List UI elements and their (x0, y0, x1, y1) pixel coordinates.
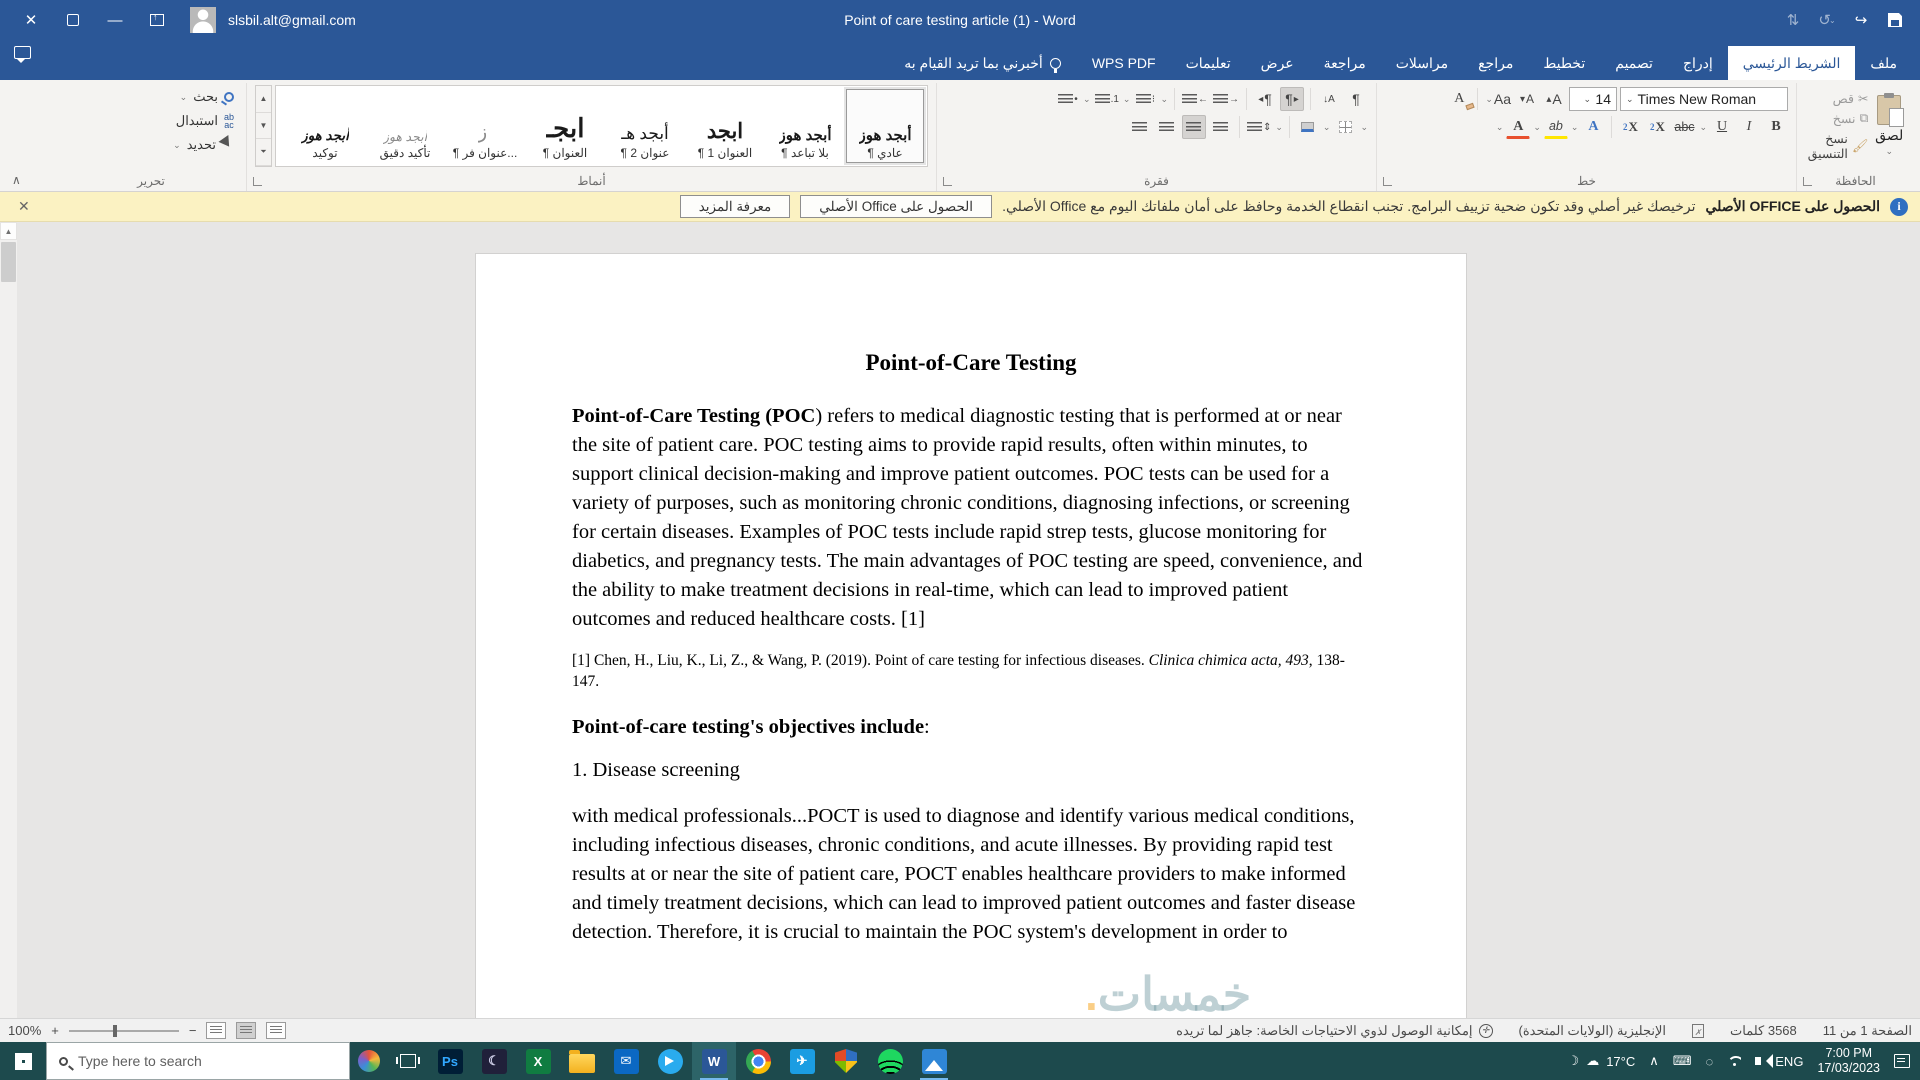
start-button[interactable] (0, 1042, 46, 1080)
taskbar (0, 1042, 1920, 1080)
accessibility-text: إمكانية الوصول لذوي الاحتياجات الخاصة: جاهز لما تريده (1176, 1022, 1473, 1038)
format-painter-icon: 🖌 (1851, 138, 1869, 153)
taskbar-search-box[interactable] (46, 1042, 350, 1080)
shading-button[interactable] (1296, 115, 1320, 139)
account-email[interactable]: slsbil.alt@gmail.com (228, 12, 356, 28)
mail-icon: ✉ (614, 1049, 639, 1074)
undo-icon: ↺ (1818, 12, 1831, 29)
document-page[interactable] (475, 253, 1467, 1018)
style-no-spacing[interactable] (766, 89, 844, 163)
notice-close-button[interactable]: ✕ (18, 198, 30, 214)
cortana-icon (358, 1050, 380, 1072)
highlight-dropdown-icon[interactable]: ⌄ (1533, 121, 1541, 132)
justify-icon (1213, 122, 1228, 133)
underline-button[interactable]: U (1716, 119, 1728, 134)
find-dropdown-icon: ⌄ (179, 91, 188, 102)
underline-dropdown-icon[interactable]: ⌄ (1699, 121, 1707, 132)
style-label: توكيد (312, 146, 338, 160)
style-preview: أبجد هـ (621, 124, 669, 143)
ltr-direction-button[interactable] (1253, 87, 1277, 111)
tab-layout[interactable]: تخطيط (1543, 55, 1586, 71)
telegram-plane (665, 1056, 679, 1066)
undo-button[interactable] (1812, 0, 1842, 40)
task-view-icon (400, 1054, 416, 1068)
zoom-out-button[interactable]: − (188, 1023, 197, 1038)
bullets-lines (1058, 94, 1073, 105)
align-center-icon (1159, 122, 1174, 133)
zoom-slider-thumb[interactable] (113, 1025, 117, 1037)
indent-in-arrow: → (1229, 93, 1239, 105)
web-layout-icon (210, 1026, 222, 1035)
taskbar-app-word[interactable] (692, 1042, 736, 1080)
tray-app-icon[interactable]: ◌ (1705, 1053, 1714, 1069)
proofing-icon: ✗ (1692, 1024, 1704, 1038)
taskbar-app-excel[interactable] (516, 1042, 560, 1080)
moon-icon: ☽ (1567, 1053, 1580, 1068)
tell-me-box[interactable] (888, 46, 1077, 80)
styles-gallery-scroll (255, 85, 272, 167)
window-controls (0, 0, 356, 40)
lightbulb-icon (1050, 58, 1061, 69)
tab-file[interactable]: ملف (1870, 55, 1897, 71)
scissors-icon: ✂ (1857, 92, 1869, 106)
paste-button[interactable] (1872, 85, 1906, 167)
font-color-button[interactable]: A (1506, 115, 1530, 139)
paste-icon (1877, 95, 1901, 125)
style-preview: أبجد هوز (778, 127, 832, 144)
taskbar-app-mail[interactable] (604, 1042, 648, 1080)
paste-label: لصق (1875, 127, 1904, 143)
font-group-label: خط (1577, 174, 1596, 188)
grow-arrow: ▴ (1546, 93, 1552, 105)
borders-icon (1339, 121, 1352, 133)
styles-group (246, 83, 936, 191)
notice-title: الحصول على OFFICE الأصلي (1705, 198, 1880, 214)
tab-mailings[interactable]: مراسلات (1395, 55, 1449, 71)
bullets-button[interactable]: • (1056, 87, 1080, 111)
line-spacing-button[interactable] (1246, 115, 1272, 139)
bullets-dropdown-icon[interactable]: ⌄ (1083, 93, 1091, 104)
style-preview: ُ ز (478, 122, 492, 143)
superscript-button[interactable] (1618, 115, 1642, 139)
align-right-button[interactable] (1128, 115, 1152, 139)
bold-button[interactable]: B (1771, 119, 1781, 134)
numbering-button[interactable]: 1. (1094, 87, 1120, 111)
document-canvas (0, 222, 1920, 1018)
collapse-ribbon-button[interactable]: ∧ (12, 173, 21, 187)
shrink-font-button[interactable] (1515, 87, 1539, 111)
qat-customize-button[interactable]: ⇅ (1786, 12, 1800, 29)
tab-home[interactable]: الشريط الرئيسي (1728, 46, 1856, 80)
styles-gallery-more[interactable]: ⏷ (256, 139, 271, 166)
rtl-pilcrow: ¶ (1285, 91, 1293, 107)
watermark-accent-dot: . (1085, 968, 1098, 1018)
multilevel-dropdown-icon[interactable]: ⌄ (1160, 93, 1168, 104)
style-preview: أبجد هوز (382, 130, 428, 144)
rtl-direction-button[interactable] (1280, 87, 1304, 111)
scrollbar-thumb[interactable] (1, 242, 16, 282)
ribbon-tabs (0, 40, 1920, 80)
style-label: ¶ عنوان 2 (620, 146, 670, 160)
taskbar-app-blue[interactable] (780, 1042, 824, 1080)
style-preview: أبجد هوز (301, 128, 349, 143)
cut-label: قص (1832, 92, 1854, 106)
redo-button[interactable]: ↪ (1854, 12, 1868, 29)
font-family-value: Times New Roman (1637, 91, 1757, 107)
doc-h2-colon: : (924, 716, 930, 738)
ribbon (0, 80, 1920, 192)
accessibility-icon: ✛ (1479, 1024, 1493, 1038)
speaker-icon[interactable] (1755, 1057, 1761, 1065)
quick-access-toolbar (1778, 0, 1920, 40)
clear-formatting-icon: A (1454, 91, 1465, 106)
show-marks-button[interactable]: ¶ (1352, 91, 1360, 107)
change-case-button[interactable] (1484, 87, 1512, 111)
search-icon (59, 1057, 68, 1066)
borders-dropdown-icon[interactable]: ⌄ (1360, 121, 1368, 132)
change-case-icon: Aa (1493, 91, 1511, 107)
font-group (1376, 83, 1796, 191)
cloud-icon: ☁ (1586, 1053, 1600, 1068)
taskbar-app-defender[interactable] (824, 1042, 868, 1080)
clear-formatting-button[interactable] (1447, 87, 1471, 111)
accessibility-status[interactable] (1176, 1023, 1492, 1039)
date: 17/03/2023 (1817, 1061, 1880, 1075)
app-icon: ✈ (790, 1049, 815, 1074)
multilevel-list-button[interactable]: ⁝ (1133, 87, 1157, 111)
office-notice-bar (0, 192, 1920, 222)
clipboard-group-label: الحافظة (1835, 174, 1876, 188)
doc-list-item-1: 1. Disease screening (572, 759, 740, 781)
language-indicator[interactable]: الإنجليزية (الولايات المتحدة) (1518, 1022, 1667, 1038)
taskbar-app-photoshop[interactable] (428, 1042, 472, 1080)
web-layout-view-button[interactable] (206, 1022, 226, 1039)
vertical-scrollbar[interactable] (0, 222, 17, 1018)
chrome-icon (746, 1049, 771, 1074)
style-label: ¶ عادي (867, 146, 903, 160)
taskbar-app-file-explorer[interactable] (560, 1042, 604, 1080)
app-icon: ☾ (482, 1049, 507, 1074)
font-size-select[interactable] (1569, 87, 1617, 111)
grow-font-button[interactable] (1542, 87, 1566, 111)
tab-wps-pdf[interactable]: WPS PDF (1091, 55, 1156, 71)
style-normal[interactable] (846, 89, 924, 163)
ltr-arrow: ◂ (1258, 93, 1264, 105)
style-heading2[interactable] (606, 89, 684, 163)
doc-reference (572, 650, 1370, 692)
font-dialog-launcher[interactable] (1383, 177, 1392, 186)
ribbon-display-icon (150, 14, 164, 26)
shrink-font-icon: A (1526, 92, 1535, 106)
close-button[interactable]: ✕ (24, 12, 38, 29)
taskbar-app-chrome[interactable] (736, 1042, 780, 1080)
rtl-arrow: ▸ (1293, 93, 1299, 105)
strikethrough-button[interactable]: abc (1674, 120, 1695, 134)
doc-h2-text: Point-of-care testing's objectives include (572, 716, 925, 738)
doc-heading-2 (572, 716, 1370, 739)
minimize-button[interactable]: — (107, 11, 123, 29)
subscript-button[interactable] (1645, 115, 1669, 139)
taskbar-app-telegram[interactable] (648, 1042, 692, 1080)
print-layout-icon (240, 1026, 252, 1035)
style-label: تأكيد دقيق (379, 146, 431, 160)
style-label: ¶ بلا تباعد (781, 146, 829, 160)
spacing-arrows: ⇕ (1262, 121, 1272, 133)
font-color-dropdown-icon[interactable]: ⌄ (1495, 121, 1504, 132)
search-icon (224, 92, 234, 102)
indent-out-arrow: ← (1198, 93, 1208, 105)
copy-icon: ⧉ (1859, 111, 1869, 125)
highlight-color-button[interactable]: ab (1544, 115, 1568, 139)
folder-icon (569, 1054, 595, 1073)
copy-button[interactable] (1805, 111, 1868, 126)
align-right-icon (1132, 122, 1147, 133)
editing-group-label: تحرير (137, 174, 165, 188)
taskbar-app-dark[interactable] (472, 1042, 516, 1080)
hidden-icons-button[interactable]: ∧ (1649, 1053, 1659, 1068)
copy-label: نسخ (1832, 112, 1856, 126)
task-view-button[interactable] (388, 1042, 428, 1080)
page-indicator[interactable]: الصفحة 1 من 11 (1822, 1022, 1912, 1038)
khamsat-watermark (1085, 967, 1251, 1018)
styles-scroll-up[interactable]: ▲ (256, 86, 271, 113)
doc-p1-rest: ) refers to medical diagnostic testing that is performed at or near the site of patient care. POC testing aims to provide rapid results, often within minutes, to support clinical decision-making and improve patient outcomes. POC tests can be used for a variety of purposes, such as monitoring chronic conditions, diagnosing infections, or screening for certain diseases. Examples of POC tests include rapid strep tests, glucose monitoring for diabetics, and pregnancy tests. The main advantages of POC testing are speed, convenience, and the ability to make treatment decisions in real-time, which can lead to improved patient outcomes and reduced healthcare costs. [1] (572, 405, 1363, 630)
borders-button[interactable] (1333, 115, 1357, 139)
save-icon (1888, 13, 1902, 27)
grow-font-icon: A (1552, 91, 1562, 107)
read-mode-icon (270, 1026, 282, 1035)
doc-title: Point-of-Care Testing (865, 350, 1077, 375)
paragraph-group-label: فقرة (1144, 174, 1169, 188)
tell-me-label: أخبرني بما تريد القيام به (904, 54, 1043, 71)
clipboard-group (1796, 83, 1914, 191)
notice-message: ترخيصك غير أصلي وقد تكون ضحية تزييف البرامج. تجنب انقطاع الخدمة وحافظ على أمان ملفاتك اليوم مع Office الأصلي. (1002, 198, 1696, 214)
paragraph-group (936, 83, 1376, 191)
doc-ref-pre: [1] Chen, H., Liu, K., Li, Z., & Wang, P. (2019). Point of care testing for infectious diseases. (572, 652, 1149, 669)
style-emphasis[interactable] (286, 89, 364, 163)
doc-p1-bold: Point-of-Care Testing (POC (572, 405, 816, 427)
subscript-2: 2 (1650, 122, 1655, 132)
doc-ref-journal: Clinica chimica acta, 493 (1148, 652, 1309, 669)
proofing-status[interactable] (1692, 1024, 1704, 1038)
system-tray (1558, 1042, 1920, 1080)
input-language[interactable]: ENG (1775, 1053, 1804, 1069)
align-center-button[interactable] (1155, 115, 1179, 139)
taskbar-app-photos[interactable] (912, 1042, 956, 1080)
spotify-icon (878, 1049, 903, 1074)
zoom-slider[interactable] (69, 1030, 179, 1032)
tab-insert[interactable]: إدراج (1682, 55, 1713, 71)
style-label: ¶ العنوان 1 (697, 146, 753, 160)
spacing-lines (1247, 122, 1262, 133)
shading-icon (1301, 122, 1314, 132)
tab-review[interactable]: مراجعة (1323, 55, 1366, 71)
text-effects-dropdown-icon[interactable]: ⌄ (1570, 121, 1579, 132)
restore-button[interactable] (56, 0, 90, 40)
line-spacing-dropdown-icon[interactable]: ⌄ (1275, 121, 1283, 132)
weather-widget[interactable] (1568, 1053, 1636, 1069)
format-painter-button[interactable] (1805, 131, 1868, 161)
shading-dropdown-icon[interactable]: ⌄ (1322, 121, 1331, 132)
tab-view[interactable]: عرض (1260, 55, 1294, 71)
comments-icon[interactable] (14, 46, 31, 59)
style-preview: ابجد (706, 119, 744, 143)
font-family-dropdown-icon: ⌄ (1626, 93, 1634, 104)
clipboard-dialog-launcher[interactable] (1803, 177, 1812, 186)
titlebar (0, 0, 1920, 40)
shield-icon (835, 1049, 857, 1073)
style-preview: ابجـ (545, 114, 585, 143)
numbering-lines (1095, 94, 1110, 105)
account-avatar[interactable] (190, 7, 216, 33)
doc-paragraph-1 (572, 402, 1370, 634)
styles-scroll-down[interactable]: ▼ (256, 113, 271, 140)
tab-help[interactable]: تعليمات (1185, 55, 1231, 71)
style-preview: أبجد هوز (858, 127, 912, 144)
select-button[interactable] (64, 133, 238, 157)
wifi-icon[interactable] (1727, 1056, 1741, 1066)
indent-out-lines (1182, 94, 1197, 105)
print-layout-view-button[interactable] (236, 1022, 256, 1039)
learn-more-button[interactable]: معرفة المزيد (680, 195, 791, 218)
style-heading1[interactable] (686, 89, 764, 163)
windows-logo-icon (15, 1053, 32, 1070)
paste-dropdown-icon: ⌄ (1885, 146, 1893, 156)
action-center-icon[interactable] (1894, 1054, 1910, 1068)
subscript-x: X (1655, 119, 1665, 134)
status-bar (0, 1018, 1920, 1042)
undo-dropdown-icon: ⌄ (1828, 15, 1836, 25)
editing-group (56, 83, 246, 191)
superscript-2: 2 (1623, 122, 1628, 132)
paragraph-dialog-launcher[interactable] (943, 177, 952, 186)
numbering-dropdown-icon[interactable]: ⌄ (1122, 93, 1131, 104)
justify-button[interactable] (1209, 115, 1233, 139)
cut-button[interactable] (1805, 91, 1868, 106)
word-icon: W (702, 1049, 727, 1074)
change-case-dropdown-icon: ⌄ (1485, 93, 1493, 104)
tab-design[interactable]: تصميم (1615, 55, 1653, 71)
get-office-button[interactable]: الحصول على Office الأصلي (800, 195, 992, 218)
restore-icon (67, 14, 79, 26)
scroll-up-arrow[interactable]: ▲ (0, 222, 17, 240)
eraser-icon (1466, 103, 1475, 110)
cortana-button[interactable] (350, 1042, 388, 1080)
window-title: Point of care testing article (1) - Word (844, 12, 1076, 28)
photoshop-icon: Ps (438, 1049, 463, 1074)
increase-indent-button[interactable] (1212, 87, 1240, 111)
superscript-x: X (1628, 119, 1638, 134)
temperature: 17°C (1606, 1053, 1636, 1069)
sort-button[interactable]: A↓ (1323, 93, 1335, 105)
format-painter-label: نسخ التنسيق (1807, 132, 1848, 161)
select-dropdown-icon: ⌄ (173, 139, 181, 150)
replace-label: استبدال (175, 113, 218, 128)
cursor-icon (218, 135, 237, 155)
align-left-icon (1186, 122, 1201, 133)
zoom-in-button[interactable]: + (51, 1023, 59, 1038)
search-placeholder: Type here to search (78, 1053, 202, 1069)
photos-icon (922, 1049, 947, 1074)
doc-ref-post: , 138-147. (572, 652, 1345, 690)
select-label: تحديد (186, 137, 216, 152)
excel-icon: X (526, 1049, 551, 1074)
time: 7:00 PM (1825, 1046, 1872, 1060)
style-subtle-emphasis[interactable] (366, 89, 444, 163)
find-button[interactable] (64, 85, 238, 109)
multilevel-lines (1136, 94, 1151, 105)
styles-group-label: أنماط (577, 174, 606, 188)
font-size-value: 14 (1595, 91, 1611, 107)
replace-button[interactable] (64, 109, 238, 133)
info-icon: i (1890, 198, 1908, 216)
style-title[interactable] (526, 89, 604, 163)
decrease-indent-button[interactable] (1181, 87, 1209, 111)
style-subtitle[interactable] (446, 89, 524, 163)
font-size-dropdown-icon: ⌄ (1583, 93, 1591, 104)
zoom-level[interactable]: 100% (8, 1023, 42, 1038)
doc-paragraph-2: with medical professionals...POCT is used to diagnose and identify various medical conditions, including infectious diseases, chronic conditions, and acute illnesses. By providing rapid test results at or near the site of patient care, POCT enables healthcare providers to make informed and timely treatment decisions, which can lead to improved patient outcomes and faster disease detection. Therefore, it is crucial to maintain the POC system's development in order to (572, 805, 1356, 943)
telegram-icon (658, 1049, 683, 1074)
tab-references[interactable]: مراجع (1478, 55, 1514, 71)
styles-dialog-launcher[interactable] (253, 177, 262, 186)
styles-gallery (275, 85, 928, 167)
ltr-pilcrow: ¶ (1264, 91, 1272, 107)
touch-keyboard-icon[interactable]: ⌨ (1672, 1053, 1692, 1068)
align-left-button[interactable] (1182, 115, 1206, 139)
replace-icon: ab ac (223, 112, 234, 130)
shrink-arrow: ▾ (1519, 93, 1526, 105)
style-label: ¶ عنوان فر... (452, 146, 518, 160)
clock[interactable] (1817, 1046, 1880, 1076)
find-label: بحث (193, 89, 218, 104)
italic-button[interactable]: I (1746, 119, 1752, 134)
taskbar-app-spotify[interactable] (868, 1042, 912, 1080)
word-count[interactable]: 3568 كلمات (1730, 1022, 1797, 1038)
read-mode-view-button[interactable] (266, 1022, 286, 1039)
save-button[interactable] (1880, 0, 1910, 40)
watermark-text: خمسات (1097, 968, 1252, 1018)
indent-in-lines (1213, 94, 1228, 105)
style-label: ¶ العنوان (542, 146, 588, 160)
text-effects-button[interactable]: A (1588, 119, 1599, 134)
font-family-select[interactable] (1620, 87, 1788, 111)
ribbon-display-options-button[interactable] (140, 0, 174, 40)
